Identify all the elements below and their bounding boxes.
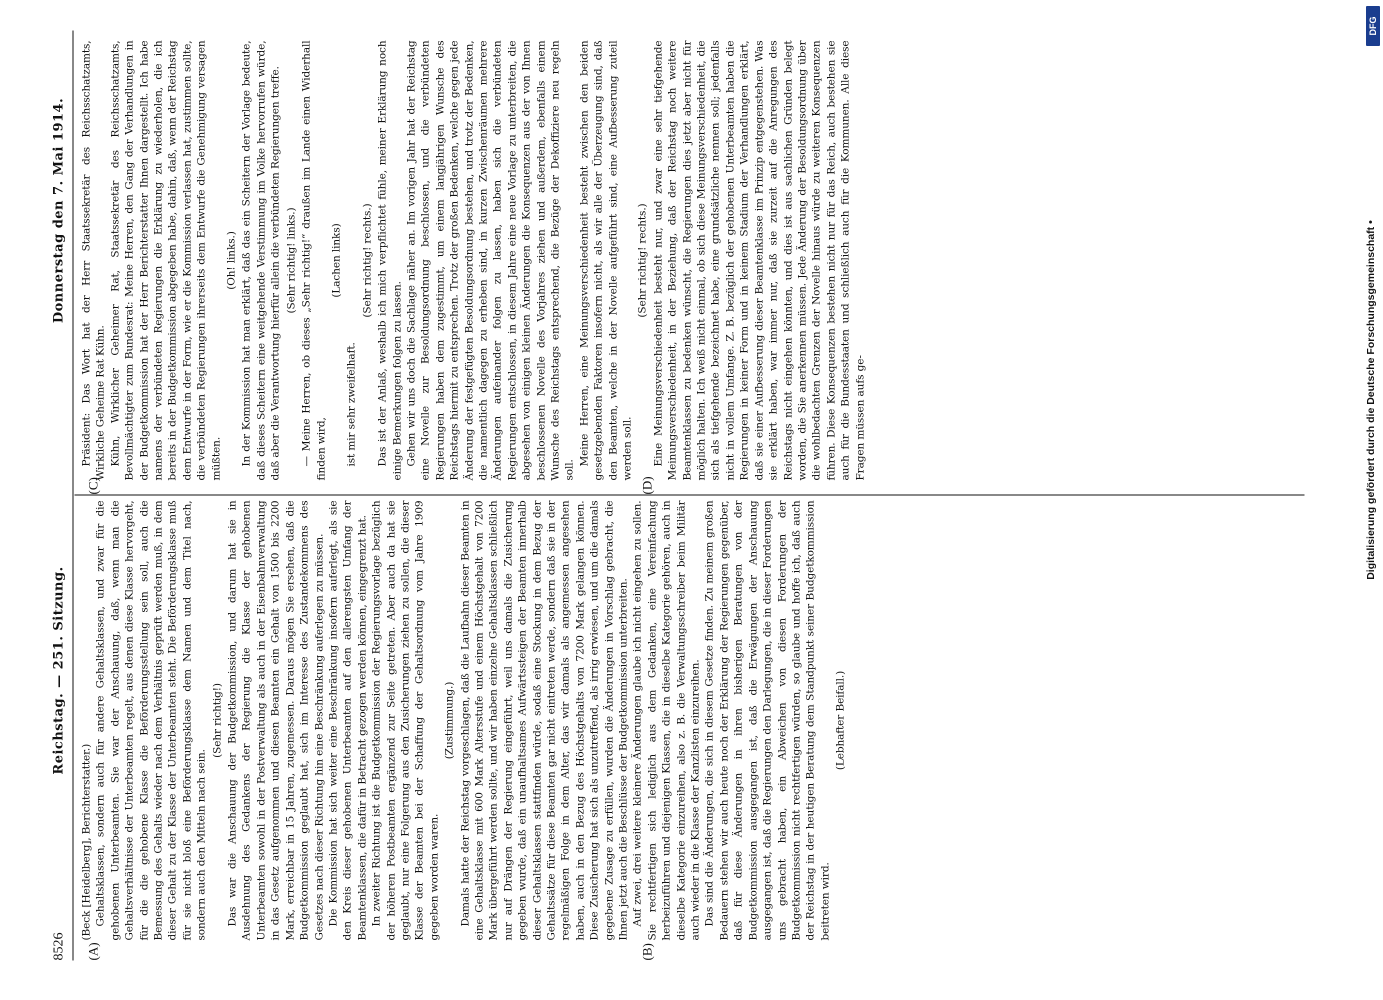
page-header (50, 31, 72, 961)
paragraph: ist mir sehr zweifelhaft. (345, 342, 358, 467)
header-rule (73, 31, 74, 961)
paragraph: Die Kommission hat sich weiter eine Beschränkung insofern auferlegt, als sie den Kreis dieser gehobenen Unterbeamten auf den allerengsten Umfang der Beamtenklassen, die dafür in Betracht gezogen werden können, eingegrenzt hat. (327, 500, 369, 941)
dfg-logo (1366, 6, 1380, 46)
speaker-note: (Beck [Heidelberg], Berichterstatter.) (80, 743, 93, 941)
header-date-title: Donnerstag den 7. Mai 1914. (51, 97, 67, 324)
interjection: (Oh! links.) (225, 231, 238, 290)
header-session-title: Reichstag. — 251. Sitzung. (51, 566, 67, 775)
right-column (80, 41, 1310, 481)
interjection: (Sehr richtig!) (211, 683, 224, 758)
digitization-credit-text: Digitalisierung gefördert durch die Deutsche Forschungsgemeinschaft • (1365, 220, 1377, 580)
paragraph: Gehen wir uns doch die Sachlage näher an. Im vorigen Jahr hat der Reichstag eine Novelle zur Besoldungsordnung beschlossen, und die verbündeten Regierungen haben dem zugestimmt, um einem langjährigen Wunsche des Reichstags hiermit zu entsprechen. Trotz der großen Bedenken, welche gegen jede Änderung der festgefügten Besoldungsordnung bestehen, und trotz der Bedenken, die namentlich dagegen zu erheben sind, in kurzen Zwischenräumen mehrere Änderungen aufeinander folgen zu lassen, haben sich die verbündeten Regierungen entschlossen, in diesem Jahre eine neue Vorlage zu unterbreiten, die abgesehen von einigen kleinen Änderungen die Konsequenzen aus der von Ihnen beschlossenen Novelle des Vorjahres ziehen und außerdem, ebenfalls einem Wunsche des Reichstags entsprechend, die Bezüge der Dekoffiziere neu regeln soll. (405, 40, 576, 481)
page-number: 8526 (51, 932, 67, 961)
paragraph: In der Kommission hat man erklärt, daß das ein Scheitern der Vorlage bedeute, daß dieses Scheitern eine weitgehende Verstimmung im Volke hervorrufen würde, daß aber die Verantwortung hierfür allein die verbündeten Regierungen treffe. (240, 40, 282, 481)
interjection: (Sehr richtig! links.) (285, 207, 298, 314)
margin-marker-b: (B) (639, 943, 655, 961)
interjection: (Zustimmung.) (443, 681, 456, 760)
interjection: (Sehr richtig! rechts.) (361, 203, 374, 318)
right-paragraphs (80, 41, 868, 481)
paragraph: In zweiter Richtung ist die Budgetkommission der Regierungsvorlage bezüglich der höheren Postbeamten ergänzend zur Seite getreten. Aber auch da hat sie geglaubt, nur eine Folgerung aus den Zusicherungen ziehen zu sollen, die dieser Klasse der Beamten bei der Schaffung der Gehaltsordnung vom Jahre 1909 gegeben worden waren. (370, 500, 441, 941)
left-paragraphs (94, 501, 848, 941)
paragraph: Meine Herren, eine Meinungsverschiedenheit besteht zwischen den beiden gesetzgebenden Faktoren insofern nicht, als wir alle der Überzeugung sind, daß den Beamten, welche in der Novelle aufgeführt sind, eine Aufbesserung zuteil werden soll. (578, 40, 634, 481)
paragraph: Damals hatte der Reichstag vorgeschlagen, daß die Laufbahn dieser Beamten in eine Gehaltsklasse mit 600 Mark Altersstufe und einem Höchstgehalt von 7200 Mark übergeführt werden sollte, und wir haben einzelne Gehaltsklassen schließlich nur auf Drängen der Regierung eingeführt, weil uns damals die Zusicherung gegeben wurde, daß ein unaufhaltsames Aufwärtssteigen der Beamten innerhalb dieser Gehaltsklassen stattfinden würde, sodaß eine Stockung in dem Bezug der Gehaltssätze für diese Beamten gar nicht eintreten werde, sondern daß sie in der regelmäßigen Folge in dem Alter, das wir damals als angemessen angesehen haben, auch in den Bezug des Höchstgehalts von 7200 Mark gelangen können. Diese Zusicherung hat sich als unzutreffend, als irrig erwiesen, und um die damals gegebene Zusage zu erfüllen, wurden die Änderungen in Vorschlag gebracht, die Ihnen jetzt auch die Beschlüsse der Budgetkommission unterbreiten. (459, 500, 630, 941)
paragraph: Präsident: Das Wort hat der Herr Staatssekretär des Reichsschatzamts, Wirkliche Geheime Rat Kühn. (80, 40, 107, 481)
interjection: (Lachen links) (330, 223, 343, 298)
digitization-credit (1365, 60, 1379, 740)
paragraph: — Meine Herren, ob dieses „Sehr richtig!“ draußen im Lande einen Widerhall finden wird, (300, 40, 327, 481)
paragraph: Auf zwei, drei weitere kleinere Änderungen glaube ich nicht eingehen zu sollen. Sie rechtfertigen sich lediglich aus dem Gedanken, eine Vereinfachung herbeizuführen und diejenigen Klassen, die in dieselbe Kategorie gehören, auch in dieselbe Kategorie einzureihen, also z. B. die Verwaltungsschreiber beim Militär auch wieder in die Klasse der Kanzlisten einzureihen. (631, 500, 702, 941)
paragraph: Gehaltsklassen, sondern auch für andere Gehaltsklassen, und zwar für die gehobenen Unterbeamten. Sie war der Anschauung, daß, wenn man die Gehaltsverhältnisse der Unterbeamten regelt, aus denen diese Klasse hervorgeht, für die die gehobene Klasse die Beförderungsstellung sein soll, auch die Bemessung des Gehalts wieder nach dem Verhältnis geprüft werden muß, in dem dieser Gehalt zu der Klasse der Unterbeamten steht. Die Beförderungsklasse muß für sie nicht bloß eine Beförderungsklasse dem Namen und dem Titel nach, sondern auch den Mitteln nach sein. (94, 500, 208, 941)
paragraph: Das sind die Änderungen, die sich in diesem Gesetze finden. Zu meinem großen Bedauern stehen wir auch heute noch der Erklärung der Regierungen gegenüber, daß für diese Änderungen in ihren bisherigen Beratungen von der Budgetkommission ausgegangen ist, daß die Erwägungen der Anschauung ausgegangen ist, daß die Regierungen den Darlegungen, die in dieser Forderungen uns gebracht haben, ein Abweichen von diesen Forderungen der Budgetkommission nicht rechtfertigen würden, so glaube und hoffe ich, daß auch der Reichstag in der heutigen Beratung dem Standpunkt seiner Budgetkommission beitreten wird. (703, 500, 832, 941)
paragraph: Das war die Anschauung der Budgetkommission, und darum hat sie in Ausdehnung des Gedankens der Regierung die Klasse der gehobenen Unterbeamten sowohl in der Postverwaltung als auch in der Eisenbahnverwaltung in das Gesetz aufgenommen und diesen Beamten ein Gehalt von 1500 bis 2200 Mark, erreichbar in 15 Jahren, zugemessen. Daraus mögen Sie ersehen, daß die Budgetkommission geglaubt hat, sich im Interesse des Zustandekommens des Gesetzes nach dieser Richtung hin eine Beschränkung auferlegen zu müssen. (226, 500, 325, 941)
margin-marker-a: (A) (85, 942, 101, 961)
paragraph: Kühn, Wirklicher Geheimer Rat, Staatssekretär des Reichsschatzamts, Bevollmächtigter zum Bundesrat: Meine Herren, den Gang der Verhandlungen in der Budgetkommission hat der Herr Berichterstatter Ihnen dargestellt. Ich habe namens der verbündeten Regierungen die Erklärung zu wiederholen, die ich bereits in der Budgetkommission abgegeben habe, dahin, daß, wenn der Reichstag dem Entwurfe in der Form, wie er die Kommission verlassen hat, zustimmen sollte, die verbündeten Regierungen ihrerseits dem Entwurfe die Genehmigung versagen müßten. (109, 40, 223, 481)
rotated-page-content (0, 1, 1383, 1000)
interjection: (Lebhafter Beifall.) (834, 670, 847, 771)
margin-marker-c: (C) (85, 477, 101, 495)
margin-marker-d: (D) (639, 476, 655, 495)
paragraph: Eine Meinungsverschiedenheit besteht nur, und zwar eine sehr tiefgehende Meinungsverschiedenheit, in der Beziehung, daß der Reichstag noch weitere Beamtenklassen zu bedenken wünscht, die Regierungen dies jetzt aber nicht für möglich halten. Ich weiß nicht einmal, ob sich diese Meinungsverschiedenheit, die sich als tiefgehende bezeichnet habe, eine grundsätzliche nennen soll; jedenfalls nicht in vollem Umfange. Z. B. bezüglich der gehobenen Unterbeamten haben die Regierungen in keiner Form und in keinem Stadium der Verhandlungen erklärt, daß sie einer Aufbesserung dieser Beamtenklasse im Prinzip entgegenstehen. Was sie erklärt haben, war immer nur, daß sie zurzeit auf die Anregungen des Reichstags nicht eingehen könnten, und dies ist aus sachlichen Gründen belegt worden, die Sie anerkennen müssen. Jede Änderung der Besoldungsordnung über die wohlbedachten Grenzen der Novelle hinaus würde zu weiteren Konsequenzen führen. Diese Konsequenzen bestehen nicht nur für das Reich, auch bestehen sie auch für die Bundesstaaten und schließlich auch für die Kommunen. Alle diese Fragen müssen aufs ge- (652, 40, 867, 481)
left-column (80, 501, 1310, 941)
interjection: (Sehr richtig! rechts.) (636, 203, 649, 318)
dfg-logo-text: DFG (1368, 16, 1378, 36)
column-divider (75, 495, 1305, 496)
paragraph: Das ist der Anlaß, weshalb ich mich verpflichtet fühle, meiner Erklärung noch einige Bemerkungen folgen zu lassen. (376, 40, 404, 481)
